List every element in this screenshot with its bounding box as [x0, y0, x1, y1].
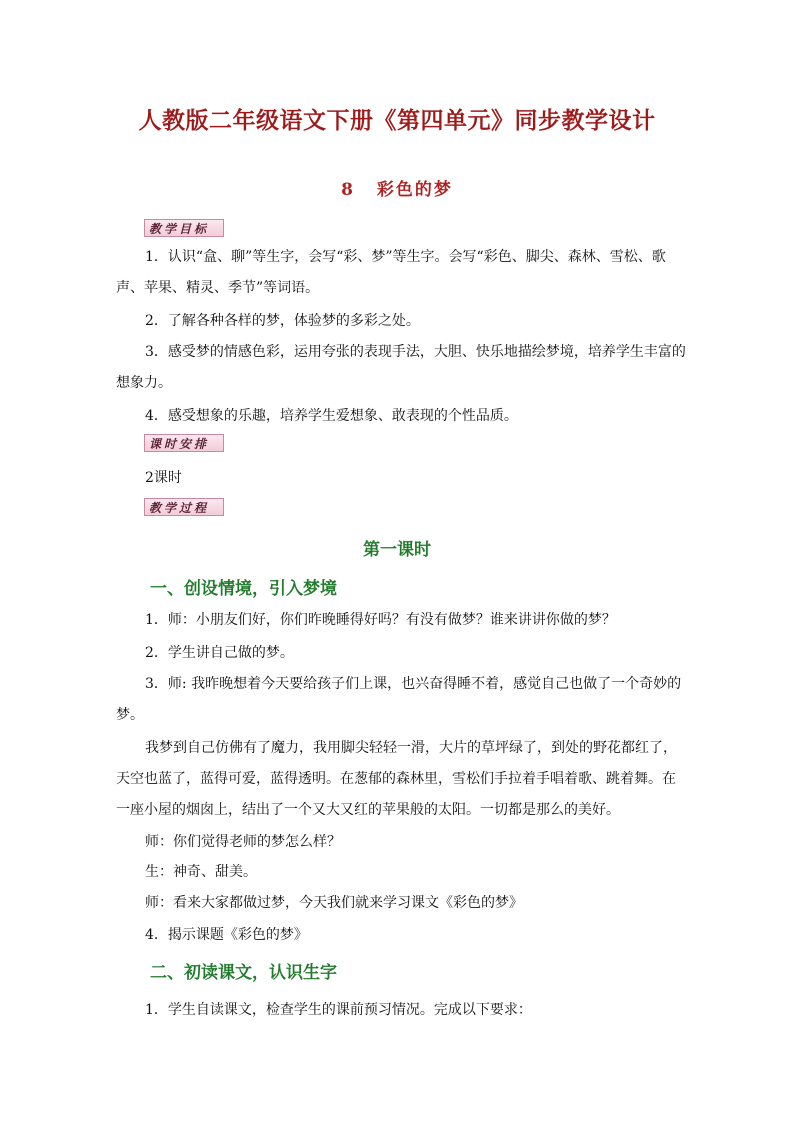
schedule-text: 2课时 [145, 470, 182, 486]
part1-item: 师：看来大家都做过梦，今天我们就来学习课文《彩色的梦》 [145, 895, 523, 911]
part1-item: 生：神奇、甜美。 [145, 864, 257, 880]
lesson-title [0, 175, 794, 200]
badge-process: 教学过程 [144, 498, 224, 516]
document-title: 人教版二年级语文下册《第四单元》同步教学设计 [138, 107, 656, 134]
part1-item: 3．师: 我昨晚想着今天要给孩子们上课，也兴奋得睡不着，感觉自己也做了一个奇妙的梦。 [116, 676, 682, 723]
objective-item: 2．了解各种各样的梦，体验梦的多彩之处。 [145, 313, 420, 329]
objective-item: 1．认识“盒、聊”等生字，会写“彩、梦”等生字。会写“彩色、脚尖、森林、雪松、歌声、苹果、精灵、季节”等词语。 [116, 249, 666, 296]
objective-item: 3．感受梦的情感色彩，运用夸张的表现手法，大胆、快乐地描绘梦境，培养学生丰富的想象力。 [116, 344, 686, 391]
part1-story: 我梦到自己仿佛有了魔力，我用脚尖轻轻一滑，大片的草坪绿了，到处的野花都红了，天空也蓝了，蓝得可爱，蓝得透明。在葱郁的森林里，雪松们手拉着手唱着歌、跳着舞。在一座小屋的烟囱上，结出了一个又大又红的苹果般的太阳。一切都是那么的美好。 [116, 740, 677, 818]
lesson-number: 8 [341, 180, 355, 200]
part1-item: 4．揭示课题《彩色的梦》 [145, 927, 308, 943]
objective-item: 4．感受想象的乐趣，培养学生爱想象、敢表现的个性品质。 [145, 408, 518, 424]
lesson-name: 彩色的梦 [376, 180, 453, 200]
part2-item: 1．学生自读课文，检查学生的课前预习情况。完成以下要求： [145, 1002, 532, 1018]
part2-heading: 二、初读课文，认识生字 [150, 963, 337, 983]
period-heading: 第一课时 [363, 540, 431, 560]
part1-item: 2．学生讲自己做的梦。 [145, 645, 294, 661]
part1-item: 1．师：小朋友们好，你们昨晚睡得好吗？有没有做梦？谁来讲讲你做的梦？ [145, 612, 616, 628]
part1-heading: 一、创设情境，引入梦境 [150, 579, 337, 599]
badge-objectives: 教学目标 [144, 219, 224, 237]
badge-schedule: 课时安排 [144, 434, 224, 452]
part1-item: 师：你们觉得老师的梦怎么样？ [145, 834, 341, 850]
